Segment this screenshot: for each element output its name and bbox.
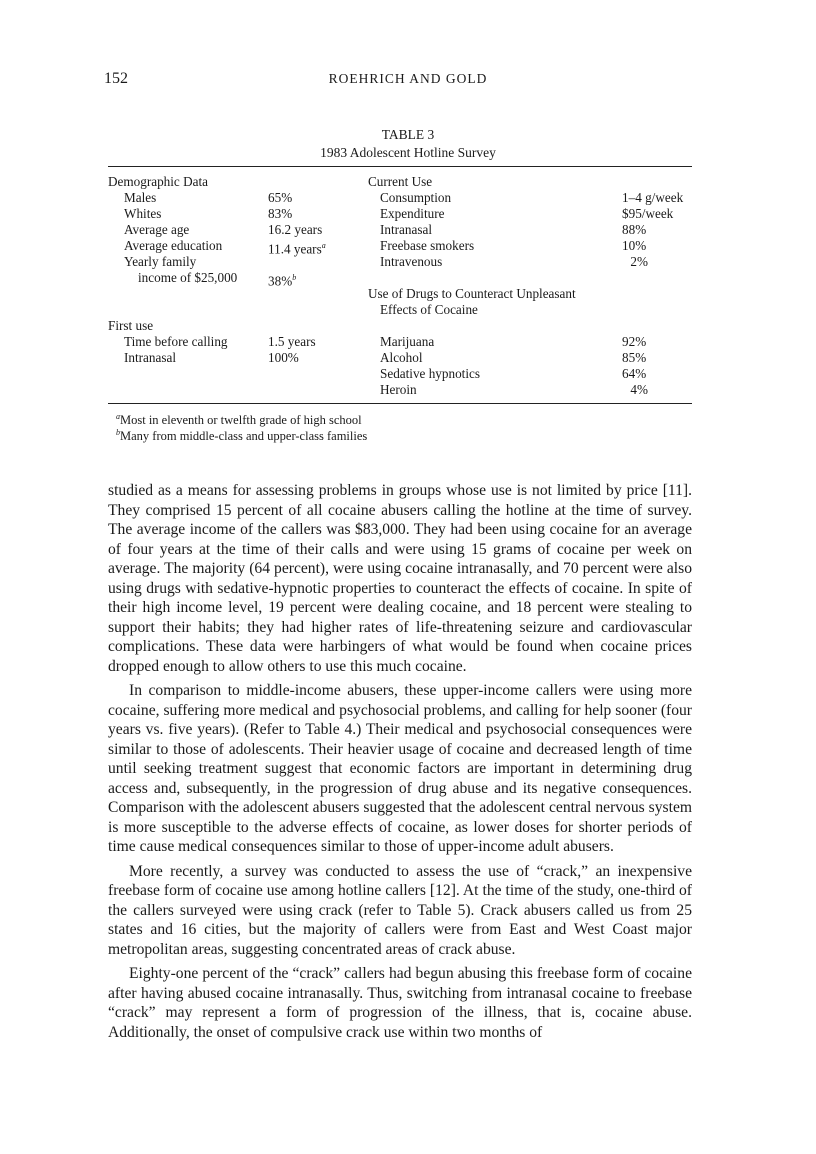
current-use-label: Intranasal [380, 222, 432, 237]
drugs-heading-continued: Effects of Cocaine [380, 302, 478, 317]
first-use-label: Time before calling [124, 334, 228, 349]
current-use-label: Consumption [380, 190, 452, 205]
footnote-marker: b [292, 273, 297, 282]
paragraph: More recently, a survey was conducted to assess the use of “crack,” an inexpensive freebase form of cocaine use among hotline callers [12]. At the time of the study, one-third of the callers surveyed were using crack (refer to Table 5). Crack abusers called us from 25 states and 16 cities, but the majority of callers were from East and West Coast major metropolitan areas, suggesting concentrated areas of crack abuse. [108, 862, 692, 958]
footnote-marker: a [116, 412, 120, 421]
current-use-label: Intravenous [380, 254, 443, 269]
footnote-text: Most in eleventh or twelfth grade of high school [120, 413, 362, 428]
running-head: ROEHRICH AND GOLD [328, 71, 488, 86]
current-use-label: Freebase smokers [380, 238, 475, 253]
demographic-value: 83% [268, 206, 293, 221]
value-text: 38% [268, 273, 293, 289]
footnote-marker: a [321, 241, 326, 250]
current-use-label: Expenditure [380, 206, 445, 221]
page-number: 152 [104, 70, 128, 87]
drug-value: 64% [622, 366, 647, 381]
footnote-marker: b [116, 428, 120, 437]
demographic-label: Whites [124, 206, 162, 221]
drug-label: Alcohol [380, 350, 423, 365]
current-use-value: 10% [622, 238, 647, 253]
demographic-label: income of $25,000 [138, 270, 238, 285]
paragraph: Eighty-one percent of the “crack” callers had begun abusing this freebase form of cocaine after having abused cocaine intranasally. Thus, switching from intranasal cocaine to freebase “crack” may represent a form of progression of the illness, that is, cocaine abuse. Additionally, the onset of compulsive crack use within two months of [108, 965, 692, 1041]
first-use-value: 100% [268, 350, 299, 365]
demographic-value [268, 270, 296, 289]
body-text [108, 481, 692, 1042]
current-use-value: $95/week [622, 206, 674, 221]
demographic-heading: Demographic Data [108, 174, 208, 189]
drug-value: 4% [630, 382, 648, 397]
demographic-label: Average education [124, 238, 223, 253]
table-label: TABLE 3 [381, 127, 435, 142]
drug-value: 92% [622, 334, 647, 349]
current-use-value: 2% [630, 254, 648, 269]
drug-label: Sedative hypnotics [380, 366, 480, 381]
demographic-label: Males [124, 190, 157, 205]
table-top-rule [108, 166, 692, 167]
drug-label: Marijuana [380, 334, 435, 349]
table-footnote [116, 412, 362, 428]
value-text: 11.4 years [268, 241, 322, 257]
demographic-value [268, 238, 326, 257]
demographic-value: 16.2 years [268, 222, 323, 237]
table-footnote [116, 428, 367, 444]
table-bottom-rule [108, 403, 692, 404]
current-use-value: 88% [622, 222, 647, 237]
drugs-heading: Use of Drugs to Counteract Unpleasant [368, 286, 576, 301]
first-use-heading: First use [108, 318, 154, 333]
demographic-label: Yearly family [124, 254, 197, 269]
current-use-heading: Current Use [368, 174, 433, 189]
drug-value: 85% [622, 350, 647, 365]
table-title: 1983 Adolescent Hotline Survey [320, 145, 496, 160]
first-use-value: 1.5 years [268, 334, 316, 349]
demographic-label: Average age [124, 222, 190, 237]
current-use-value: 1–4 g/week [622, 190, 684, 205]
footnote-text: Many from middle-class and upper-class families [120, 429, 368, 444]
paragraph: In comparison to middle-income abusers, these upper-income callers were using more cocaine, suffering more medical and psychosocial problems, and calling for help sooner (four years vs. five years). (Refer to Table 4.) Their medical and psychosocial consequences were similar to those of adolescents. Their heavier usage of cocaine and decreased length of time until seeking treatment suggest that economic factors are important in determining drug access and, subsequently, in the progression of drug abuse and its negative consequences. Comparison with the adolescent abusers suggested that the adolescent central nervous system is more susceptible to the adverse effects of cocaine, as lower doses for shorter periods of time cause medical consequences similar to those of upper-income adult abusers. [108, 682, 692, 855]
demographic-value: 65% [268, 190, 293, 205]
drug-label: Heroin [380, 382, 417, 397]
first-use-label: Intranasal [124, 350, 176, 365]
paragraph: studied as a means for assessing problems in groups whose use is not limited by price [11]. They comprised 15 percent of all cocaine abusers calling the hotline at the time of survey. The average income of the callers was $83,000. They had been using cocaine for an average of four years at the time of their calls and were using 15 grams of cocaine per week on average. The majority (64 percent), were using cocaine intranasally, and 70 percent were also using drugs with sedative-hypnotic properties to counteract the effects of cocaine. In spite of their high income level, 19 percent were dealing cocaine, and 18 percent were stealing to support their habits; they had higher rates of life-threatening seizure and cardiovascular complications. These data were harbingers of what would be found when cocaine prices dropped enough to allow others to use this much cocaine. [108, 482, 692, 675]
